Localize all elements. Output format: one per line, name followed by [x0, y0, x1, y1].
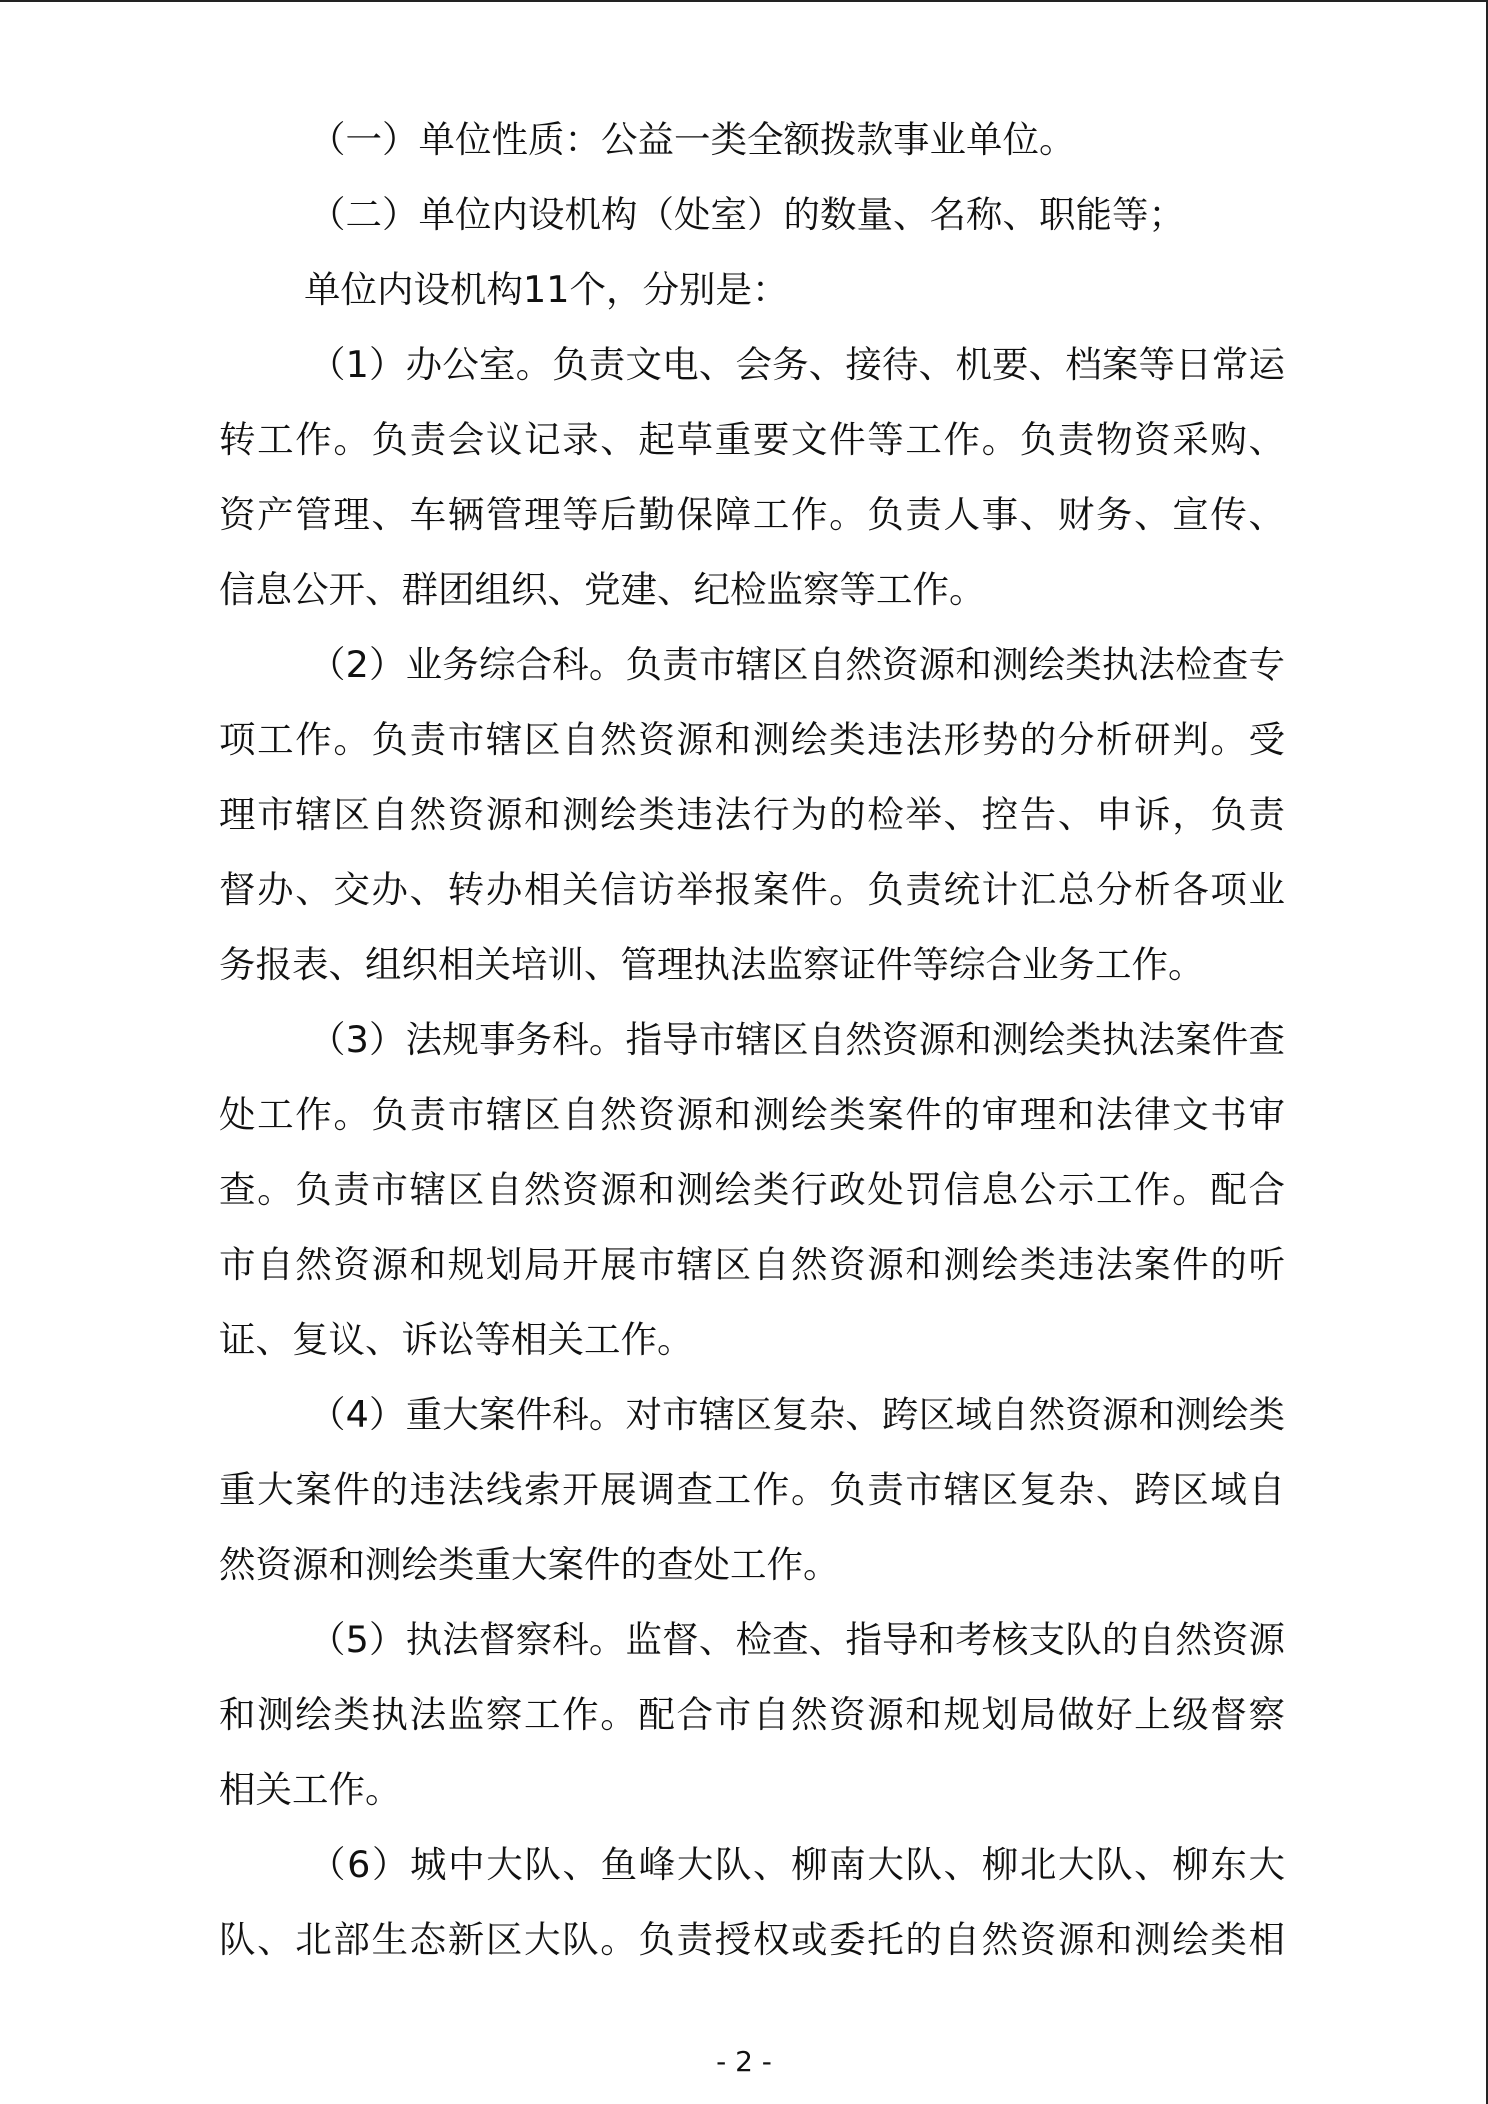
- document-body: [219, 102, 1285, 1977]
- paragraph-line: 转工作。负责会议记录、起草重要文件等工作。负责物资采购、: [219, 418, 1285, 461]
- paragraph-line: 理市辖区自然资源和测绘类违法行为的检举、控告、申诉，负责: [219, 793, 1285, 836]
- paragraph-line: 市自然资源和规划局开展市辖区自然资源和测绘类违法案件的听: [219, 1243, 1285, 1286]
- section-heading-unit-nature: （一）单位性质：公益一类全额拨款事业单位。: [309, 118, 1076, 161]
- paragraph-line: （6）城中大队、鱼峰大队、柳南大队、柳北大队、柳东大: [309, 1843, 1285, 1886]
- paragraph-line: 资产管理、车辆管理等后勤保障工作。负责人事、财务、宣传、: [219, 493, 1285, 536]
- paragraph-line: 重大案件的违法线索开展调查工作。负责市辖区复杂、跨区域自: [219, 1468, 1285, 1511]
- departments-count-line: 单位内设机构11个，分别是：: [304, 268, 789, 311]
- section-heading-internal-departments: （二）单位内设机构（处室）的数量、名称、职能等；: [309, 193, 1185, 236]
- paragraph-line: 证、复议、诉讼等相关工作。: [219, 1318, 694, 1361]
- paragraph-line: （2）业务综合科。负责市辖区自然资源和测绘类执法检查专: [309, 643, 1285, 686]
- paragraph-line: 处工作。负责市辖区自然资源和测绘类案件的审理和法律文书审: [219, 1093, 1285, 1136]
- paragraph-line: （3）法规事务科。指导市辖区自然资源和测绘类执法案件查: [309, 1018, 1285, 1061]
- paragraph-line: 信息公开、群团组织、党建、纪检监察等工作。: [219, 568, 986, 611]
- paragraph-line: 相关工作。: [219, 1768, 402, 1811]
- paragraph-line: 和测绘类执法监察工作。配合市自然资源和规划局做好上级督察: [219, 1693, 1285, 1736]
- page-number: - 2 -: [716, 2045, 772, 2078]
- paragraph-line: （1）办公室。负责文电、会务、接待、机要、档案等日常运: [309, 343, 1285, 386]
- paragraph-line: （4）重大案件科。对市辖区复杂、跨区域自然资源和测绘类: [309, 1393, 1285, 1436]
- paragraph-line: 队、北部生态新区大队。负责授权或委托的自然资源和测绘类相: [219, 1918, 1285, 1961]
- paragraph-line: 查。负责市辖区自然资源和测绘类行政处罚信息公示工作。配合: [219, 1168, 1285, 1211]
- paragraph-line: （5）执法督察科。监督、检查、指导和考核支队的自然资源: [309, 1618, 1285, 1661]
- paragraph-line: 督办、交办、转办相关信访举报案件。负责统计汇总分析各项业: [219, 868, 1285, 911]
- paragraph-line: 然资源和测绘类重大案件的查处工作。: [219, 1543, 840, 1586]
- paragraph-line: 项工作。负责市辖区自然资源和测绘类违法形势的分析研判。受: [219, 718, 1285, 761]
- paragraph-line: 务报表、组织相关培训、管理执法监察证件等综合业务工作。: [219, 943, 1205, 986]
